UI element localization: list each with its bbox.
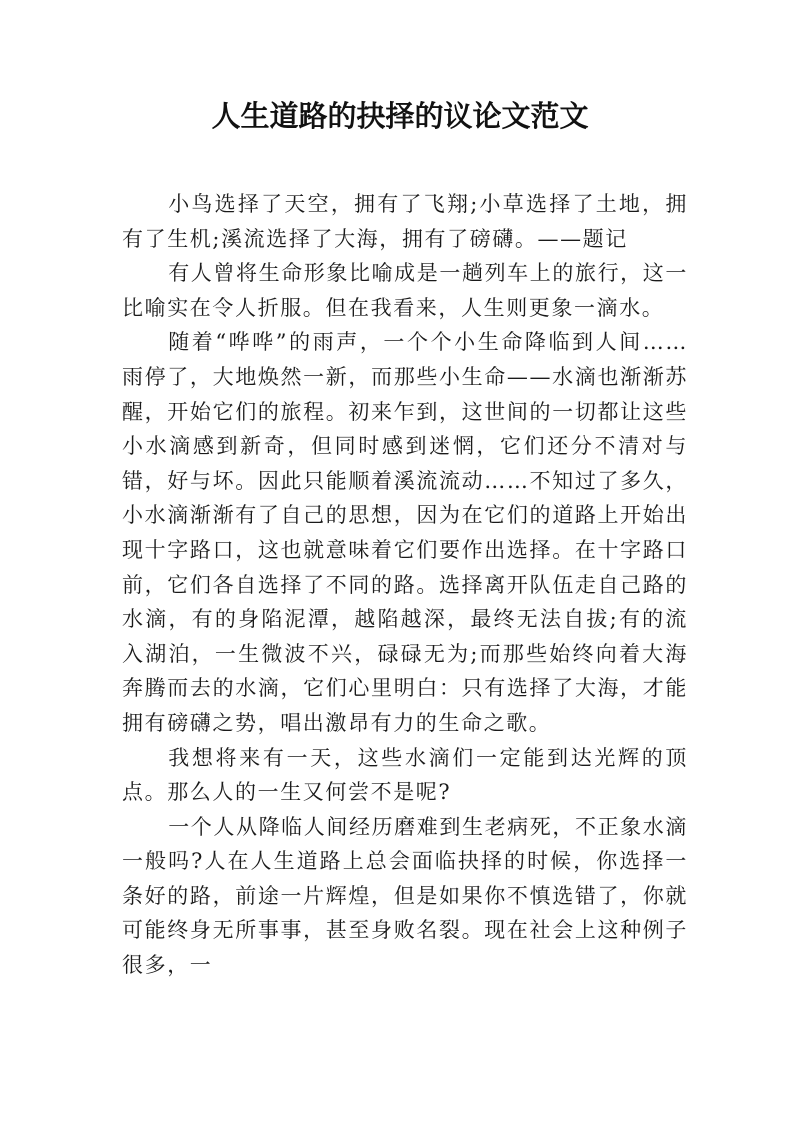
paragraph-epigraph: 小鸟选择了天空，拥有了飞翔;小草选择了土地，拥有了生机;溪流选择了大海，拥有了磅礴。——题记: [122, 192, 688, 251]
document-body: [122, 187, 688, 983]
paragraph-life-choice: 一个人从降临人间经历磨难到生老病死，不正象水滴一般吗?人在人生道路上总会面临抉择的时候，你选择一条好的路，前途一片辉煌，但是如果你不慎选错了，你就可能终身无所事事，甚至身败名裂。现在社会上这种例子很多，一: [122, 814, 688, 978]
paragraph-reflection: 我想将来有一天，这些水滴们一定能到达光辉的顶点。那么人的一生又何尝不是呢?: [122, 745, 688, 805]
paragraph-metaphor: 有人曾将生命形象比喻成是一趟列车上的旅行，这一比喻实在令人折服。但在我看来，人生则更象一滴水。: [122, 261, 688, 320]
paragraph-water-drops: 随着“哗哗”的雨声，一个个小生命降临到人间……雨停了，大地焕然一新，而那些小生命——水滴也渐渐苏醒，开始它们的旅程。初来乍到，这世间的一切都让这些小水滴感到新奇，但同时感到迷惘，它们还分不清对与错，好与坏。因此只能顺着溪流流动……不知过了多久，小水滴渐渐有了自己的思想，因为在它们的道路上开始出现十字路口，这也就意味着它们要作出选择。在十字路口前，它们各自选择了不同的路。选择离开队伍走自己路的水滴，有的身陷泥潭，越陷越深，最终无法自拔;有的流入湖泊，一生微波不兴，碌碌无为;而那些始终向着大海奔腾而去的水滴，它们心里明白：只有选择了大海，才能拥有磅礴之势，唱出激昂有力的生命之歌。: [122, 330, 688, 735]
document-title: 人生道路的抉择的议论文范文: [211, 99, 589, 133]
